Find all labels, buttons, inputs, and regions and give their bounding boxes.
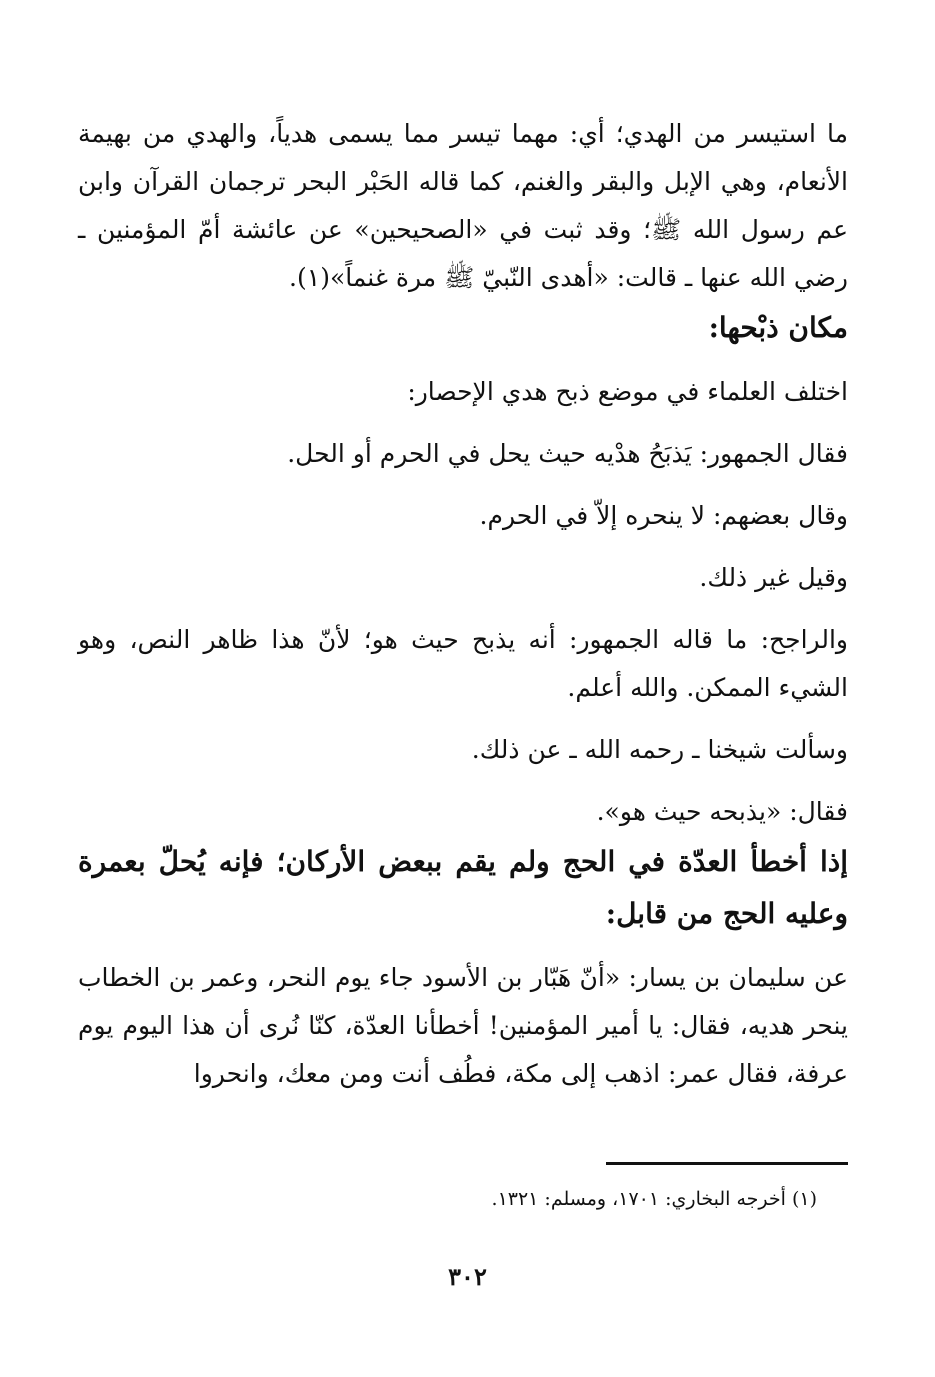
intro-paragraph: ما استيسر من الهدي؛ أي: مهما تيسر مما يسمى هدياً، والهدي من بهيمة الأنعام، وهي الإبل والبقر والغنم، كما قاله الحَبْر البحر ترجمان القرآن وابن عم رسول الله ﷺ؛ وقد ثبت في «الصحيحين» عن عائشة أمّ المؤمنين ـ رضي الله عنها ـ قالت: «أهدى النّبيّ ﷺ مرة غنماً»(١).: [78, 119, 848, 292]
sheikh-answer-line: فقال: «يذبحه حيث هو».: [596, 797, 848, 826]
page-body: [78, 110, 848, 1310]
section-heading-miss: إذا أخطأ العدّة في الحج ولم يقم ببعض الأركان؛ فإنه يُحلّ بعمرة وعليه الحج من قابل:: [78, 845, 848, 930]
preferred-paragraph: والراجح: ما قاله الجمهور: أنه يذبح حيث هو؛ لأنّ هذا ظاهر النص، وهو الشيء الممكن. والله أعلم.: [78, 625, 848, 702]
footnote: (١) أخرجه البخاري: ١٧٠١، ومسلم: ١٣٢١.: [491, 1188, 817, 1210]
other-said-line: وقيل غير ذلك.: [699, 563, 848, 592]
footnote-divider: [606, 1162, 848, 1165]
scholars-differ-line: اختلف العلماء في موضع ذبح هدي الإحصار:: [407, 377, 848, 406]
some-said-line: وقال بعضهم: لا ينحره إلاّ في الحرم.: [479, 501, 848, 530]
majority-line: فقال الجمهور: يَذبَحُ هدْيه حيث يحل في الحرم أو الحل.: [287, 439, 848, 468]
page-number: ٣٠٢: [448, 1262, 487, 1291]
section-heading-place: مكان ذبْحها:: [708, 311, 848, 344]
hadith-paragraph: عن سليمان بن يسار: «أنّ هَبّار بن الأسود جاء يوم النحر، وعمر بن الخطاب ينحر هديه، فقال: يا أمير المؤمنين! أخطأنا العدّة، كنّا نُرى أن هذا اليوم يوم عرفة، فقال عمر: اذهب إلى مكة، فطُف أنت ومن معك، وانحروا: [78, 963, 848, 1088]
asked-sheikh-line: وسألت شيخنا ـ رحمه الله ـ عن ذلك.: [471, 735, 848, 764]
